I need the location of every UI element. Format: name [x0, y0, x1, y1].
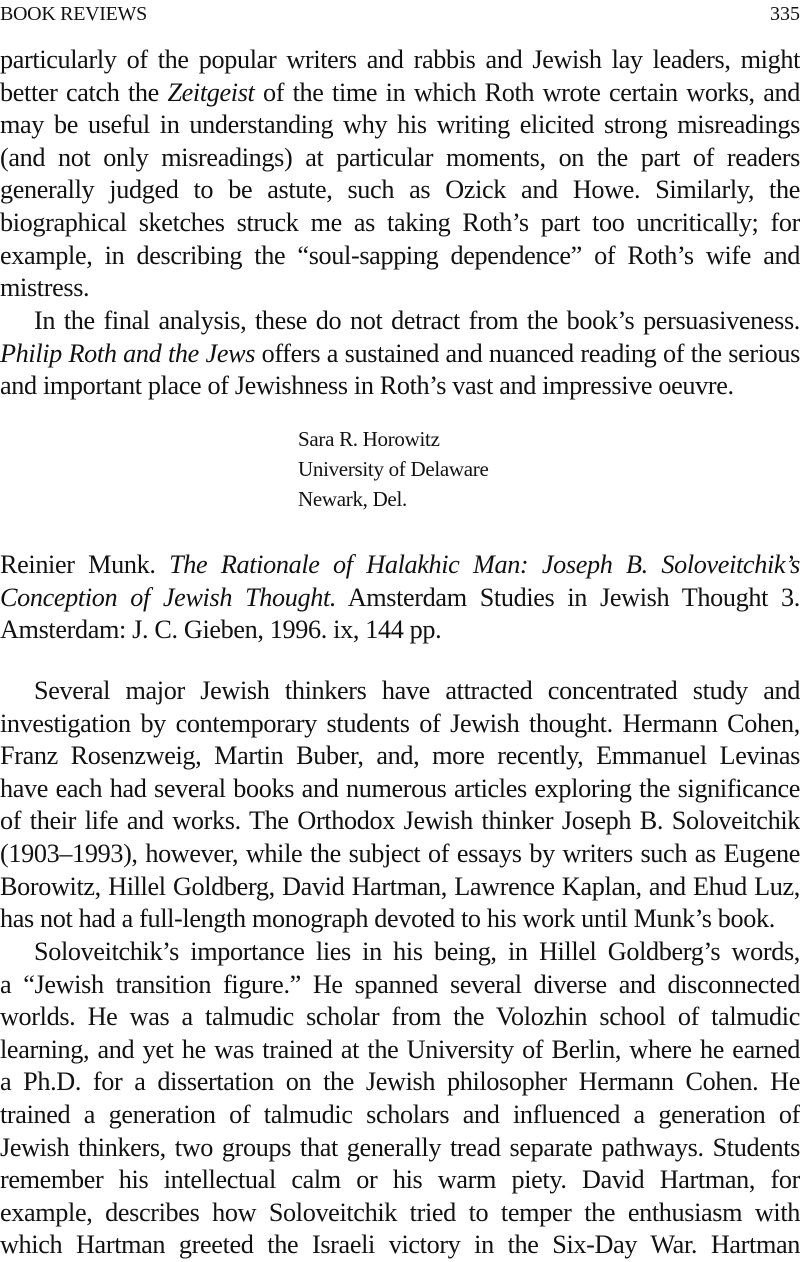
text-line: has not had a full-length monograph devoted to his work until Munk’s book. [0, 904, 775, 934]
text-line: particularly of the popular writers and rabbis and Jewish lay leaders, might [0, 45, 800, 74]
text-line: a Ph.D. for a dissertation on the Jewish philosopher Hermann Cohen. He [0, 1067, 800, 1097]
book-series: Amsterdam Studies in Jewish Thought 3. [347, 582, 800, 612]
text-line: trained a generation of talmudic scholars and influenced a generation of [0, 1099, 800, 1129]
text-line: Soloveitchik’s importance lies in his being, in Hillel Goldberg’s words, [34, 937, 800, 966]
previous-review-paragraph-2 [0, 305, 800, 403]
text-line: generally judged to be astute, such as Ozick and Howe. Similarly, the [0, 175, 800, 205]
reviewer-location: Newark, Del. [298, 487, 407, 511]
book-title-cont: Conception of Jewish Thought. [0, 582, 337, 612]
text-line: biographical sketches struck me as taking Roth’s part too uncritically; for [0, 207, 800, 237]
review-paragraph-1 [0, 675, 800, 936]
text-line: which Hartman greeted the Israeli victory in the Six-Day War. Hartman [0, 1230, 800, 1260]
text-line: learning, and yet he was trained at the University of Berlin, where he earned [0, 1034, 800, 1064]
text-line: a “Jewish transition figure.” He spanned several diverse and disconnected [0, 969, 800, 999]
text-line: investigation by contemporary students of Jewish thought. Hermann Cohen, [0, 708, 800, 738]
book-author: Reinier Munk. [0, 550, 156, 579]
review-paragraph-2 [0, 936, 800, 1262]
text-line: worlds. He was a talmudic scholar from the Volozhin school of talmudic [0, 1002, 800, 1032]
book-publication: Amsterdam: J. C. Gieben, 1996. ix, 144 pp. [0, 615, 442, 645]
text-line: better catch the Zeitgeist of the time in which Roth wrote certain works, and [0, 77, 800, 107]
text-line: Philip Roth and the Jews offers a sustained and nuanced reading of the serious [0, 338, 800, 368]
page-number: 335 [770, 3, 800, 25]
text-line: remember his intellectual calm or his warm piety. David Hartman, for [0, 1165, 800, 1195]
book-title: The Rationale of Halakhic Man: Joseph B. Soloveitchik’s [169, 550, 800, 579]
text-line: In the final analysis, these do not detract from the book’s persuasiveness. [34, 306, 800, 335]
text-line: have each had several books and numerous articles exploring the significance [0, 773, 800, 803]
running-head [0, 0, 800, 28]
text-line: Several major Jewish thinkers have attracted concentrated study and [34, 676, 800, 705]
text-line: Franz Rosenzweig, Martin Buber, and, more recently, Emmanuel Levinas [0, 741, 800, 771]
text-line: example, describes how Soloveitchik tried to temper the enthusiasm with [0, 1197, 800, 1227]
citation-line [0, 582, 800, 615]
italic-book-title: Philip Roth and the Jews [0, 338, 256, 368]
citation-line [0, 614, 800, 647]
text-line: may be useful in understanding why his writing elicited strong misreadings [0, 110, 800, 140]
text-line: and important place of Jewishness in Roth’s vast and impressive oeuvre. [0, 371, 734, 401]
previous-review-paragraph-1 [0, 44, 800, 305]
reviewer-name: Sara R. Horowitz [298, 427, 440, 451]
text-line: (and not only misreadings) at particular moments, on the part of readers [0, 142, 800, 172]
citation-line [0, 549, 800, 582]
text-line: Borowitz, Hillel Goldberg, David Hartman, Lawrence Kaplan, and Ehud Luz, [0, 871, 800, 901]
book-citation [0, 549, 800, 647]
text-line: example, in describing the “soul-sapping dependence” of Roth’s wife and [0, 240, 800, 270]
italic-term: Zeitgeist [167, 77, 255, 107]
text-line: Jewish thinkers, two groups that generally tread separate pathways. Students [0, 1132, 800, 1162]
text-line: (1903–1993), however, while the subject of essays by writers such as Eugene [0, 838, 800, 868]
running-title: BOOK REVIEWS [0, 3, 147, 25]
reviewer-signature [298, 424, 489, 514]
reviewer-affiliation: University of Delaware [298, 457, 489, 481]
text-line: mistress. [0, 273, 90, 303]
text-line: of their life and works. The Orthodox Jewish thinker Joseph B. Soloveitchik [0, 806, 800, 836]
